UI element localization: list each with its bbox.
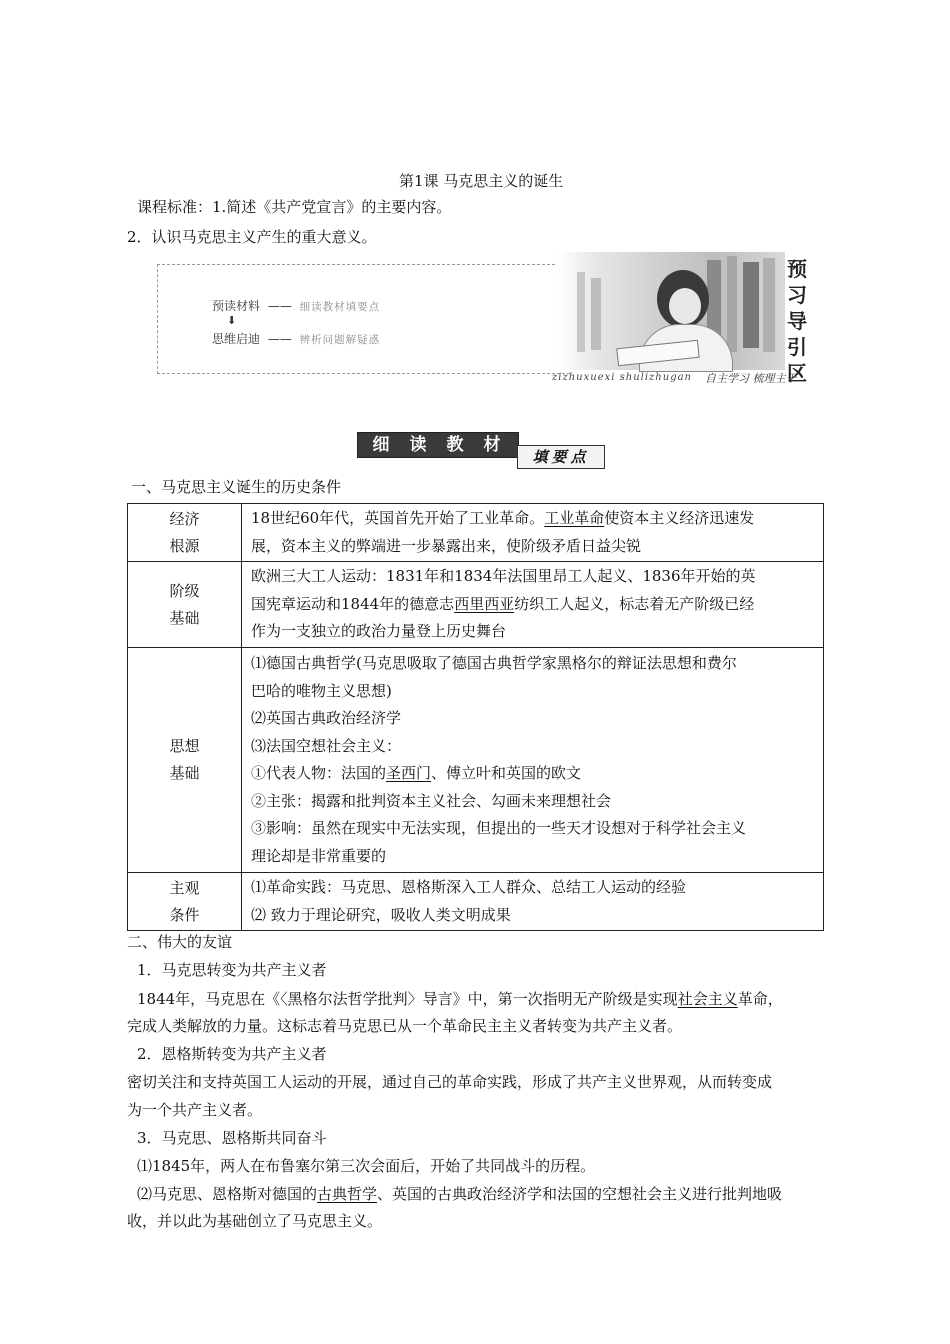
banner-dashed-frame bbox=[157, 264, 570, 374]
flow-step-2-desc: 辨析问题解疑惑 bbox=[299, 334, 381, 346]
table-row bbox=[128, 504, 824, 562]
row-content: ⑴德国古典哲学(马克思吸取了德国古典哲学家黑格尔的辩证法思想和费尔 巴哈的唯物主义思想) ⑵英国古典政治经济学 ⑶法国空想社会主义： ①代表人物：法国的圣西门、傅立叶和英国的欧文 ②主张：揭露和批判资本主义社会、勾画未来理想社会 ③影响：虽然在现实中无法实现，但提出的一些天才设想对于科学社会主义 理论却是非常重要的 bbox=[242, 648, 824, 873]
row-header: 思想 基础 bbox=[128, 648, 242, 873]
section-2-heading: 二、伟大的友谊 bbox=[127, 933, 233, 951]
badge-sub: 填要点 bbox=[517, 445, 605, 469]
conditions-table bbox=[127, 503, 824, 931]
sub3-title: 3．马克思、恩格斯共同奋斗 bbox=[137, 1129, 327, 1147]
page-title: 第1课 马克思主义的诞生 bbox=[399, 172, 564, 190]
sub1-paragraph-line-1: 1844年，马克思在《〈黑格尔法哲学批判〉导言》中，第一次指明无产阶级是实现社会主义革命， bbox=[137, 990, 783, 1008]
flow-step-2: 思维启迪 —— 辨析问题解疑惑 bbox=[212, 332, 381, 346]
table-row bbox=[128, 648, 824, 873]
sub1-paragraph-line-2: 完成人类解放的力量。这标志着马克思已从一个革命民主主义者转变为共产主义者。 bbox=[127, 1017, 683, 1035]
sub2-paragraph-line-1: 密切关注和支持英国工人运动的开展，通过自己的革命实践，形成了共产主义世界观，从而转变成 bbox=[127, 1073, 773, 1091]
table-row bbox=[128, 873, 824, 931]
row-header: 主观 条件 bbox=[128, 873, 242, 931]
row-content: ⑴革命实践：马克思、恩格斯深入工人群众、总结工人运动的经验 ⑵ 致力于理论研究，吸收人类文明成果 bbox=[242, 873, 824, 931]
flow-arrow-icon: ⬇ bbox=[227, 314, 237, 327]
table-row bbox=[128, 562, 824, 648]
flow-step-1-label: 预读材料 bbox=[212, 299, 261, 313]
row-header: 阶级 基础 bbox=[128, 562, 242, 648]
row-content: 18世纪60年代，英国首先开始了工业革命。工业革命使资本主义经济迅速发 展，资本主义的弊端进一步暴露出来，使阶级矛盾日益尖锐 bbox=[242, 504, 824, 562]
row-content: 欧洲三大工人运动：1831年和1834年法国里昂工人起义、1836年开始的英 国宪章运动和1844年的德意志西里西亚纺织工人起义，标志着无产阶级已经 作为一支独立的政治力量登上历史舞台 bbox=[242, 562, 824, 648]
reading-student-photo bbox=[557, 252, 785, 370]
flow-step-1: 预读材料 —— 细读教材填要点 bbox=[212, 299, 381, 313]
standard-line-1: 课程标准：1.简述《共产党宣言》的主要内容。 bbox=[137, 198, 452, 216]
section-badge bbox=[357, 432, 604, 468]
sub3-item-2: ⑵马克思、恩格斯对德国的古典哲学、英国的古典政治经济学和法国的空想社会主义进行批判地吸 bbox=[137, 1185, 783, 1203]
sub3-item-2-continued: 收，并以此为基础创立了马克思主义。 bbox=[127, 1212, 383, 1230]
sub2-title: 2．恩格斯转变为共产主义者 bbox=[137, 1045, 327, 1063]
sub1-title: 1．马克思转变为共产主义者 bbox=[137, 961, 327, 979]
preview-zone-title: 预 习 导 引 区 bbox=[787, 257, 807, 385]
banner-slogan: 自主学习 梳理主干 bbox=[705, 372, 797, 385]
preview-banner bbox=[157, 252, 807, 392]
sub2-paragraph-line-2: 为一个共产主义者。 bbox=[127, 1101, 263, 1119]
flow-step-1-desc: 细读教材填要点 bbox=[299, 301, 381, 313]
flow-step-2-label: 思维启迪 bbox=[212, 332, 261, 346]
section-1-heading: 一、马克思主义诞生的历史条件 bbox=[131, 478, 342, 496]
badge-main: 细 读 教 材 bbox=[357, 432, 519, 458]
banner-pinyin: zizhuxuexi shulizhugan bbox=[552, 372, 692, 383]
standard-line-2: 2．认识马克思主义产生的重大意义。 bbox=[127, 228, 377, 246]
sub3-item-1: ⑴1845年，两人在布鲁塞尔第三次会面后，开始了共同战斗的历程。 bbox=[137, 1157, 596, 1175]
row-header: 经济 根源 bbox=[128, 504, 242, 562]
